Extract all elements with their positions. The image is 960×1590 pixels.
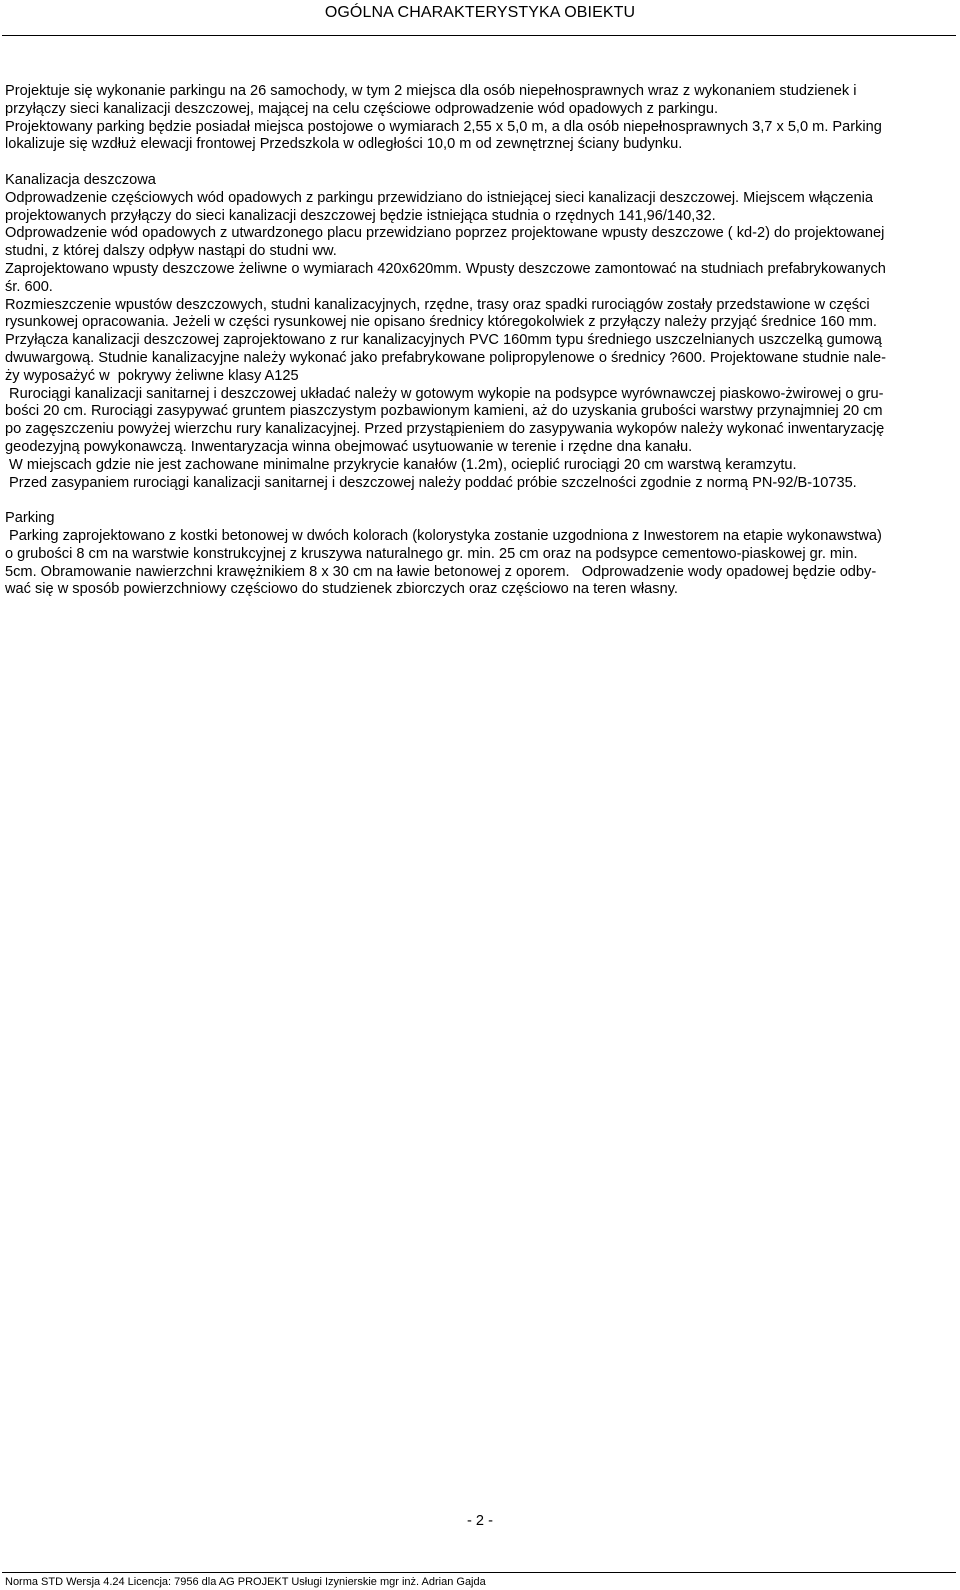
body-line: śr. 600. (5, 278, 53, 295)
body-line: Przed zasypaniem rurociągi kanalizacji sanitarnej i deszczowej należy poddać próbie szczelności zgodnie z normą PN-92/B-10735. (5, 474, 857, 491)
body-line: 5cm. Obramowanie nawierzchni krawężnikiem 8 x 30 cm na ławie betonowej z oporem. Odprowadzenie wody opadowej będzie odby- (5, 563, 877, 580)
paragraph-spacer (5, 154, 953, 172)
body-line: W miejscach gdzie nie jest zachowane minimalne przykrycie kanałów (1.2m), ocieplić rurociągi 20 cm warstwą keramzytu. (5, 456, 797, 473)
body-line: Projektuje się wykonanie parkingu na 26 samochody, w tym 2 miejsca dla osób niepełnosprawnych wraz z wykonaniem studzienek i (5, 83, 857, 99)
body-line: Parking zaprojektowano z kostki betonowej w dwóch kolorach (kolorystyka zostanie uzgodniona z Inwestorem na etapie wykonawstwa) (5, 527, 882, 544)
body-line: przyłączy sieci kanalizacji deszczowej, mającej na celu częściowe odprowadzenie wód opadowych z parkingu. (5, 100, 719, 117)
body-line: Rozmieszczenie wpustów deszczowych, studni kanalizacyjnych, rzędne, trasy oraz spadki rurociągów zostały przedstawione w części (5, 296, 870, 313)
body-line: geodezyjną powykonawczą. Inwentaryzacja winna obejmować usytuowanie w terenie i rzędne dna kanału. (5, 438, 693, 455)
page-footer: Norma STD Wersja 4.24 Licencja: 7956 dla AG PROJEKT Usługi Izynierskie mgr inż. Adrian Gajda (5, 1576, 486, 1588)
page-number: - 2 - (467, 1513, 493, 1529)
paragraph-spacer (5, 492, 953, 510)
body-line: Odprowadzenie wód opadowych z utwardzonego placu przewidziano poprzez projektowane wpusty deszczowe ( kd-2) do projektowanej (5, 225, 885, 242)
page-header-title: OGÓLNA CHARAKTERYSTYKA OBIEKTU (324, 4, 636, 21)
section-heading-parking: Parking (5, 510, 55, 527)
body-line: po zagęszczeniu powyżej wierzchu rury kanalizacyjnej. Przed przystąpieniem do zasypywania wykopów należy wykonać inwentaryzację (5, 421, 885, 438)
body-line: rysunkowej opracowania. Jeżeli w części rysunkowej nie opisano średnicy któregokolwiek z przyłączy należy przyjąć średnice 160 mm. (5, 314, 877, 331)
body-line: ży wyposażyć w pokrywy żeliwne klasy A125 (5, 367, 299, 384)
body-line: Zaprojektowano wpusty deszczowe żeliwne o wymiarach 420x620mm. Wpusty deszczowe zamontować na studniach prefabrykowanych (5, 260, 886, 277)
body-line: lokalizuje się wzdłuż elewacji frontowej Przedszkola w odległości 10,0 m od zewnętrznej ściany budynku. (5, 136, 683, 153)
header-divider (2, 35, 956, 36)
body-line: Odprowadzenie częściowych wód opadowych z parkingu przewidziano do istniejącej sieci kanalizacji deszczowej. Miejscem włączenia (5, 189, 873, 206)
document-body (5, 83, 953, 599)
footer-divider (2, 1572, 956, 1573)
body-line: projektowanych przyłączy do sieci kanalizacji deszczowej będzie istniejąca studnia o rzędnych 141,96/140,32. (5, 207, 716, 224)
body-line: Rurociągi kanalizacji sanitarnej i deszczowej układać należy w gotowym wykopie na podsypce wyrównawczej piaskowo-żwirowej o gru- (5, 385, 884, 402)
body-line: o grubości 8 cm na warstwie konstrukcyjnej z kruszywa naturalnego gr. min. 25 cm oraz na podsypce cementowo-piaskowej gr. min. (5, 545, 858, 562)
body-line: dwuwargową. Studnie kanalizacyjne należy wykonać jako prefabrykowane polipropylenowe o średnicy ?600. Projektowane studnie nale- (5, 349, 887, 366)
body-line: Projektowany parking będzie posiadał miejsca postojowe o wymiarach 2,55 x 5,0 m, a dla osób niepełnosprawnych 3,7 x 5,0 m. Parking (5, 118, 882, 135)
body-line: Przyłącza kanalizacji deszczowej zaprojektowano z rur kanalizacyjnych PVC 160mm typu średniego uszczelnianych uszczelką gumową (5, 332, 882, 349)
section-heading-kanalizacja: Kanalizacja deszczowa (5, 171, 156, 188)
body-line: studni, z której dalszy odpływ nastąpi do studni ww. (5, 243, 337, 260)
body-line: bości 20 cm. Rurociągi zasypywać gruntem piaszczystym pozbawionym kamieni, aż do uzyskania grubości warstwy przynajmniej 20 cm (5, 403, 883, 420)
body-line: wać się w sposób powierzchniowy częściowo do studzienek zbiorczych oraz częściowo na teren własny. (5, 581, 678, 598)
